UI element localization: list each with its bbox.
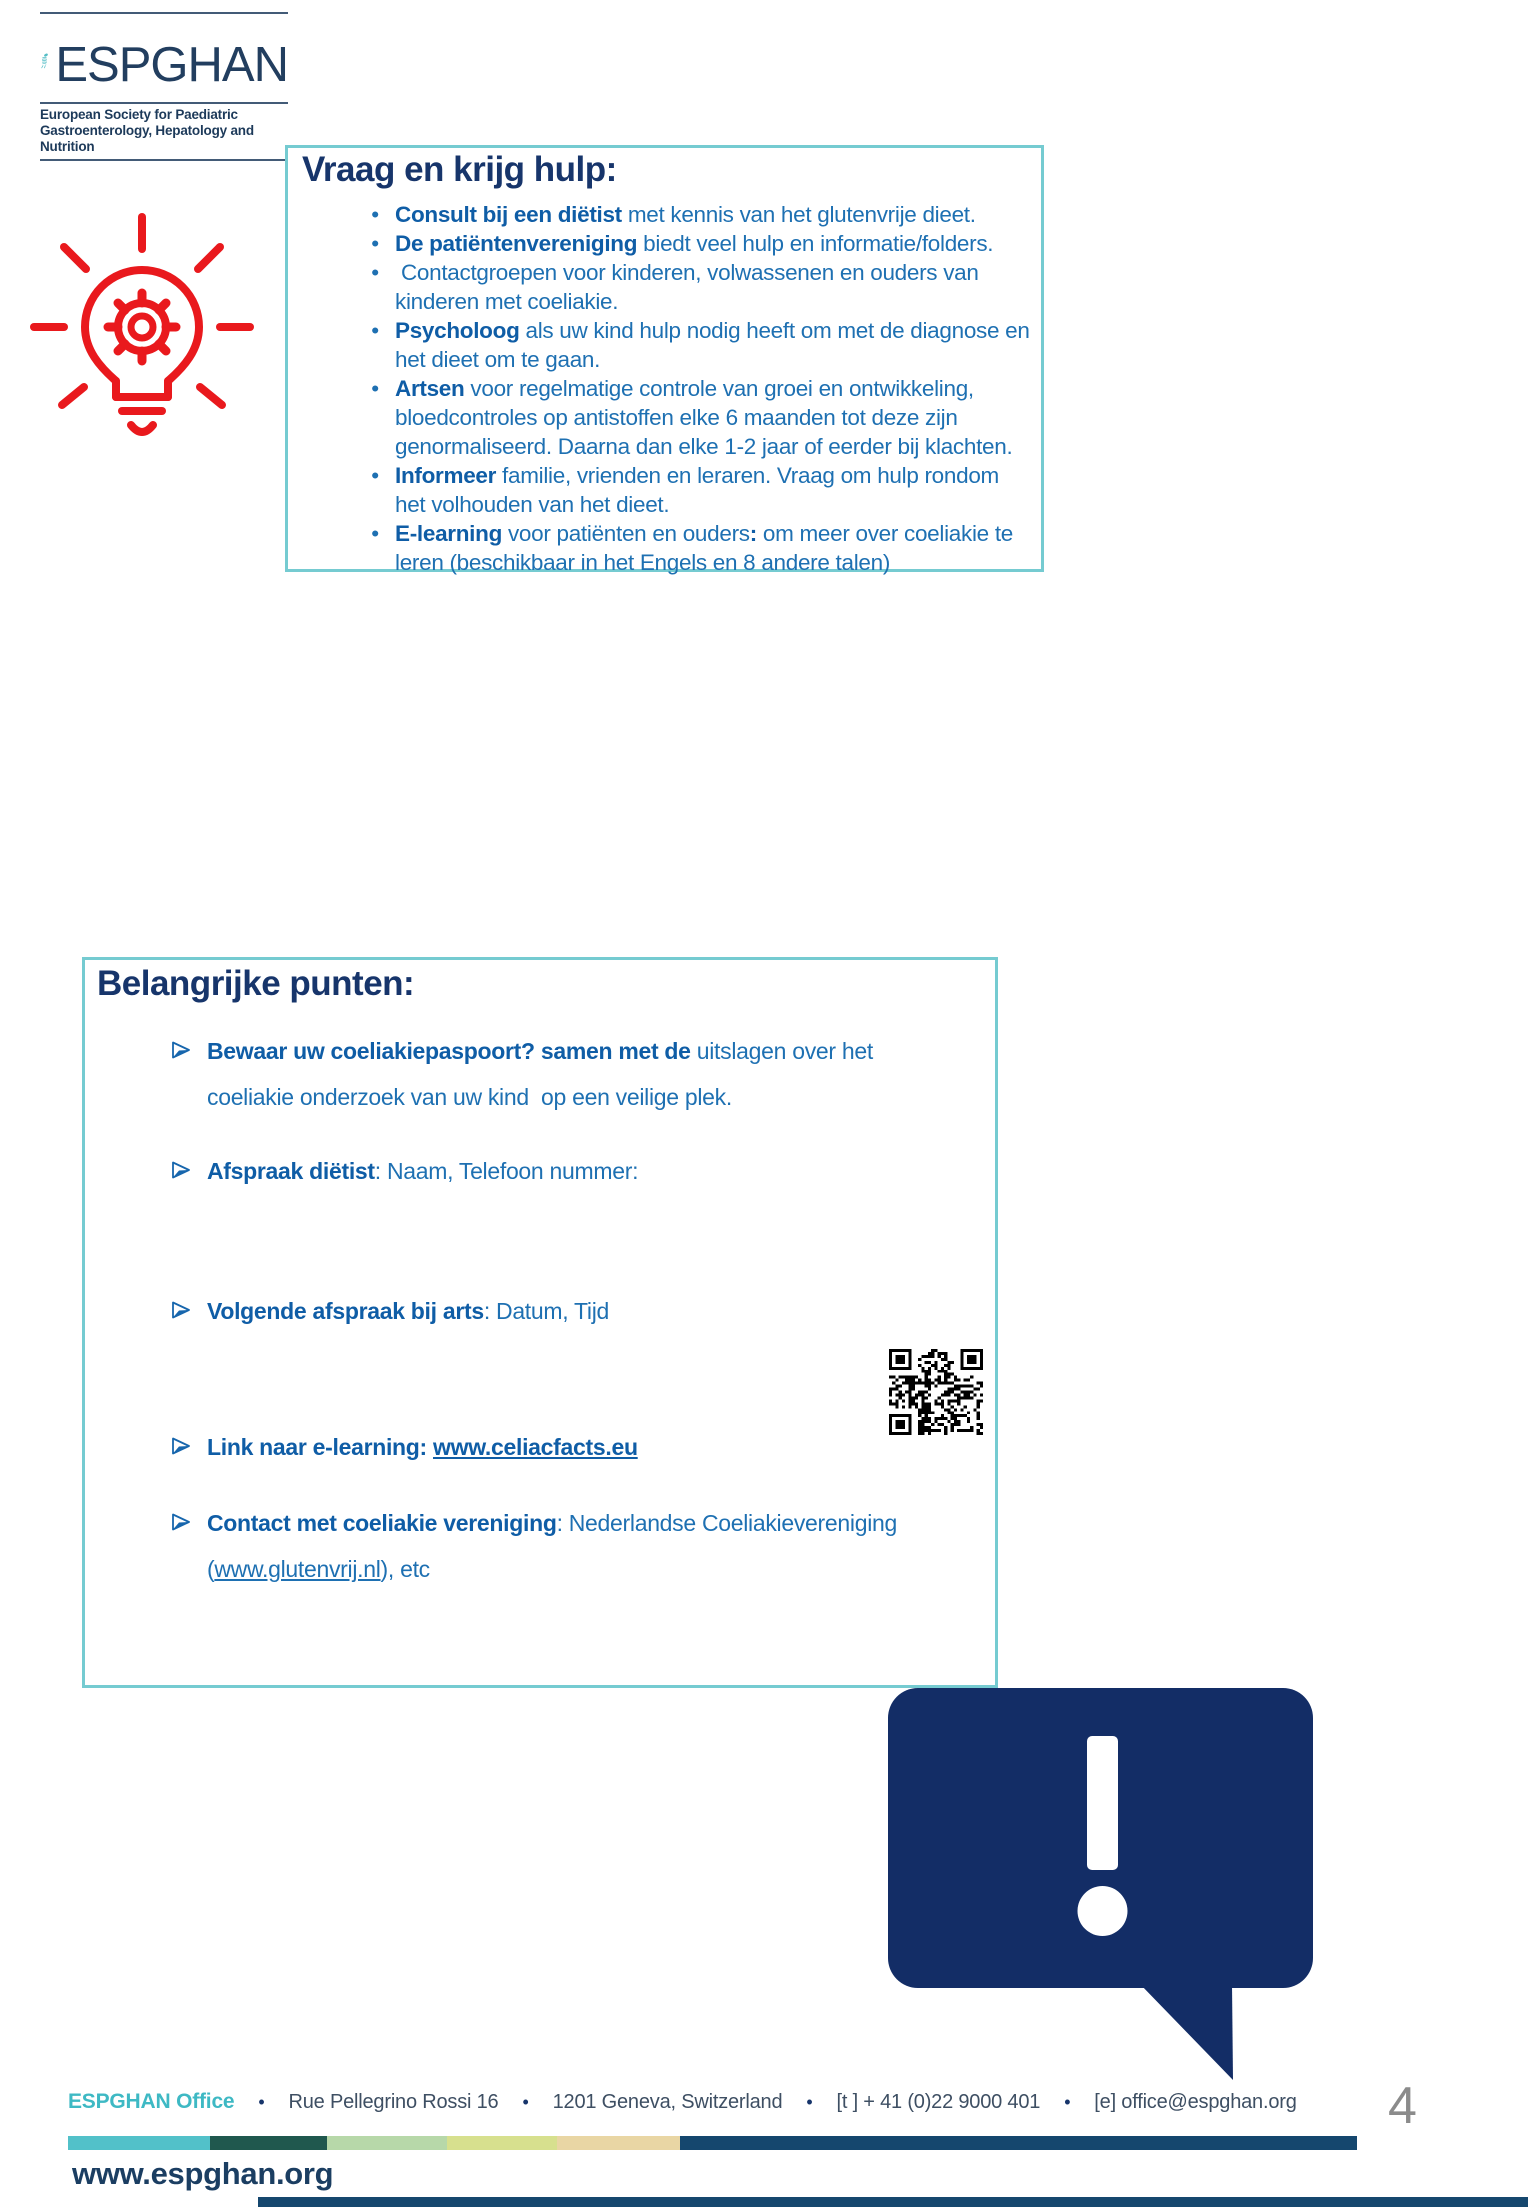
text-segment: Psycholoog [395,318,520,343]
logo-rule-bottom [40,159,288,161]
arrow-bullet-icon [171,1301,191,1319]
bullet-text [395,519,1035,577]
footer-email[interactable]: [e] office@espghan.org [1094,2090,1297,2113]
text-segment: om meer over coeliakie te leren (beschikbaar in het Engels en 8 andere talen) [395,521,1019,575]
points-box [82,957,998,1688]
text-segment: biedt veel hulp en informatie/folders. [637,231,994,256]
point-text [207,1148,963,1194]
bullet-dot-icon: • [371,463,379,488]
lightbulb-gear-icon [28,205,256,473]
list-item [368,519,1036,577]
text-segment: Informeer [395,463,497,488]
footer-contact-row [68,2090,1297,2114]
logo-wordmark: ESPGHAN [55,38,288,92]
text-segment: Afspraak diëtist [207,1158,375,1184]
text-segment: De patiëntenvereniging [395,231,638,256]
separator-dot: • [522,2091,529,2112]
color-bar-segment [68,2136,210,2150]
list-item [368,374,1036,461]
text-segment: Consult bij een diëtist [395,202,622,227]
list-item [171,1500,971,1592]
bullet-dot-icon: • [371,521,379,546]
point-text [207,1500,963,1592]
separator-dot: • [258,2091,265,2112]
logo-rule-middle [40,102,288,104]
footer-city: 1201 Geneva, Switzerland [552,2090,783,2113]
bullet-dot-icon: • [371,231,379,256]
text-segment: E-learning [395,521,503,546]
text-segment: familie, vrienden en leraren. Vraag om hulp rondom het volhouden van het dieet. [395,463,1005,517]
text-segment: Bewaar uw coeliakiepaspoort? samen met de [207,1038,691,1064]
list-item [171,1424,971,1470]
text-segment: Volgende afspraak bij arts [207,1298,484,1324]
arrow-bullet-icon [171,1513,191,1531]
text-segment: Contact met coeliakie vereniging [207,1510,557,1536]
list-item [171,1288,971,1334]
bullet-text [395,316,1035,374]
color-bar-segment [447,2136,557,2150]
text-segment: voor patiënten en ouders [502,521,750,546]
text-segment: met kennis van het glutenvrije dieet. [621,202,976,227]
footer-address: Rue Pellegrino Rossi 16 [288,2090,499,2113]
page-number: 4 [1388,2077,1417,2135]
color-bar-segment [327,2136,447,2150]
list-item [368,229,1036,258]
arrow-bullet-icon [171,1041,191,1059]
point-text [207,1288,963,1334]
bullet-text [395,374,1035,461]
bullet-text [395,258,1035,316]
color-bar-segment [557,2136,680,2150]
link-www.celiacfacts.eu[interactable]: www.celiacfacts.eu [433,1434,638,1460]
list-item [368,200,1036,229]
qr-code [889,1349,983,1435]
list-item [368,258,1036,316]
color-bar-segment [210,2136,327,2150]
color-bar-segment [680,2136,1357,2150]
text-segment: : Datum, Tijd [483,1298,610,1324]
text-segment: als uw kind hulp nodig heeft om met de diagnose en het dieet om te gaan. [395,318,1036,372]
text-segment: : [749,521,757,546]
footer-office-label: ESPGHAN Office [68,2090,235,2113]
help-box [285,145,1044,575]
point-text [207,1028,963,1120]
bullet-dot-icon: • [371,260,379,285]
espghan-logo [40,12,288,161]
help-box-title: Vraag en krijg hulp: [302,150,617,189]
list-item [171,1148,971,1194]
points-box-title: Belangrijke punten: [97,964,415,1003]
text-segment: Artsen [395,376,465,401]
point-text [207,1424,963,1470]
text-segment: : Nederlandse Coeliakievereniging ( [207,1510,904,1582]
bullet-dot-icon: • [371,202,379,227]
espghan-figure-icon [40,20,49,100]
text-segment: voor regelmatige controle van groei en ontwikkeling, bloedcontroles op antistoffen elke 6 maanden tot deze zijn genormaliseerd. Daarna dan elke 1-2 jaar of eerder bij klachten. [395,376,1013,459]
text-segment: uitslagen over het coeliakie onderzoek van uw kind op een veilige plek. [207,1038,880,1110]
text-segment: ), etc [380,1556,430,1582]
help-bullet-list [368,200,1036,577]
text-segment: Link naar e-learning: [207,1434,434,1460]
bullet-text [395,229,1035,258]
arrow-bullet-icon [171,1437,191,1455]
separator-dot: • [806,2091,813,2112]
logo-subtitle-line1: European Society for Paediatric [40,107,238,122]
bullet-dot-icon: • [371,376,379,401]
link-www.glutenvrij.nl[interactable]: www.glutenvrij.nl [214,1556,381,1582]
text-segment: : Naam, Telefoon nummer: [374,1158,639,1184]
list-item [171,1028,971,1120]
list-item [368,461,1036,519]
bullet-text [395,200,1035,229]
logo-subtitle-line2: Gastroenterology, Hepatology and Nutrition [40,123,254,154]
bottom-navy-strip [258,2197,1528,2207]
footer-color-bar [68,2136,1357,2150]
exclamation-bubble-icon [888,1688,1313,2080]
text-segment: Contactgroepen voor kinderen, volwassenen en ouders van kinderen met coeliakie. [395,260,985,314]
bullet-text [395,461,1035,519]
separator-dot: • [1064,2091,1071,2112]
footer-phone: [t ] + 41 (0)22 9000 401 [836,2090,1041,2113]
website-link[interactable]: www.espghan.org [72,2156,334,2191]
bullet-dot-icon: • [371,318,379,343]
arrow-bullet-icon [171,1161,191,1179]
list-item [368,316,1036,374]
logo-rule-top [40,12,288,14]
